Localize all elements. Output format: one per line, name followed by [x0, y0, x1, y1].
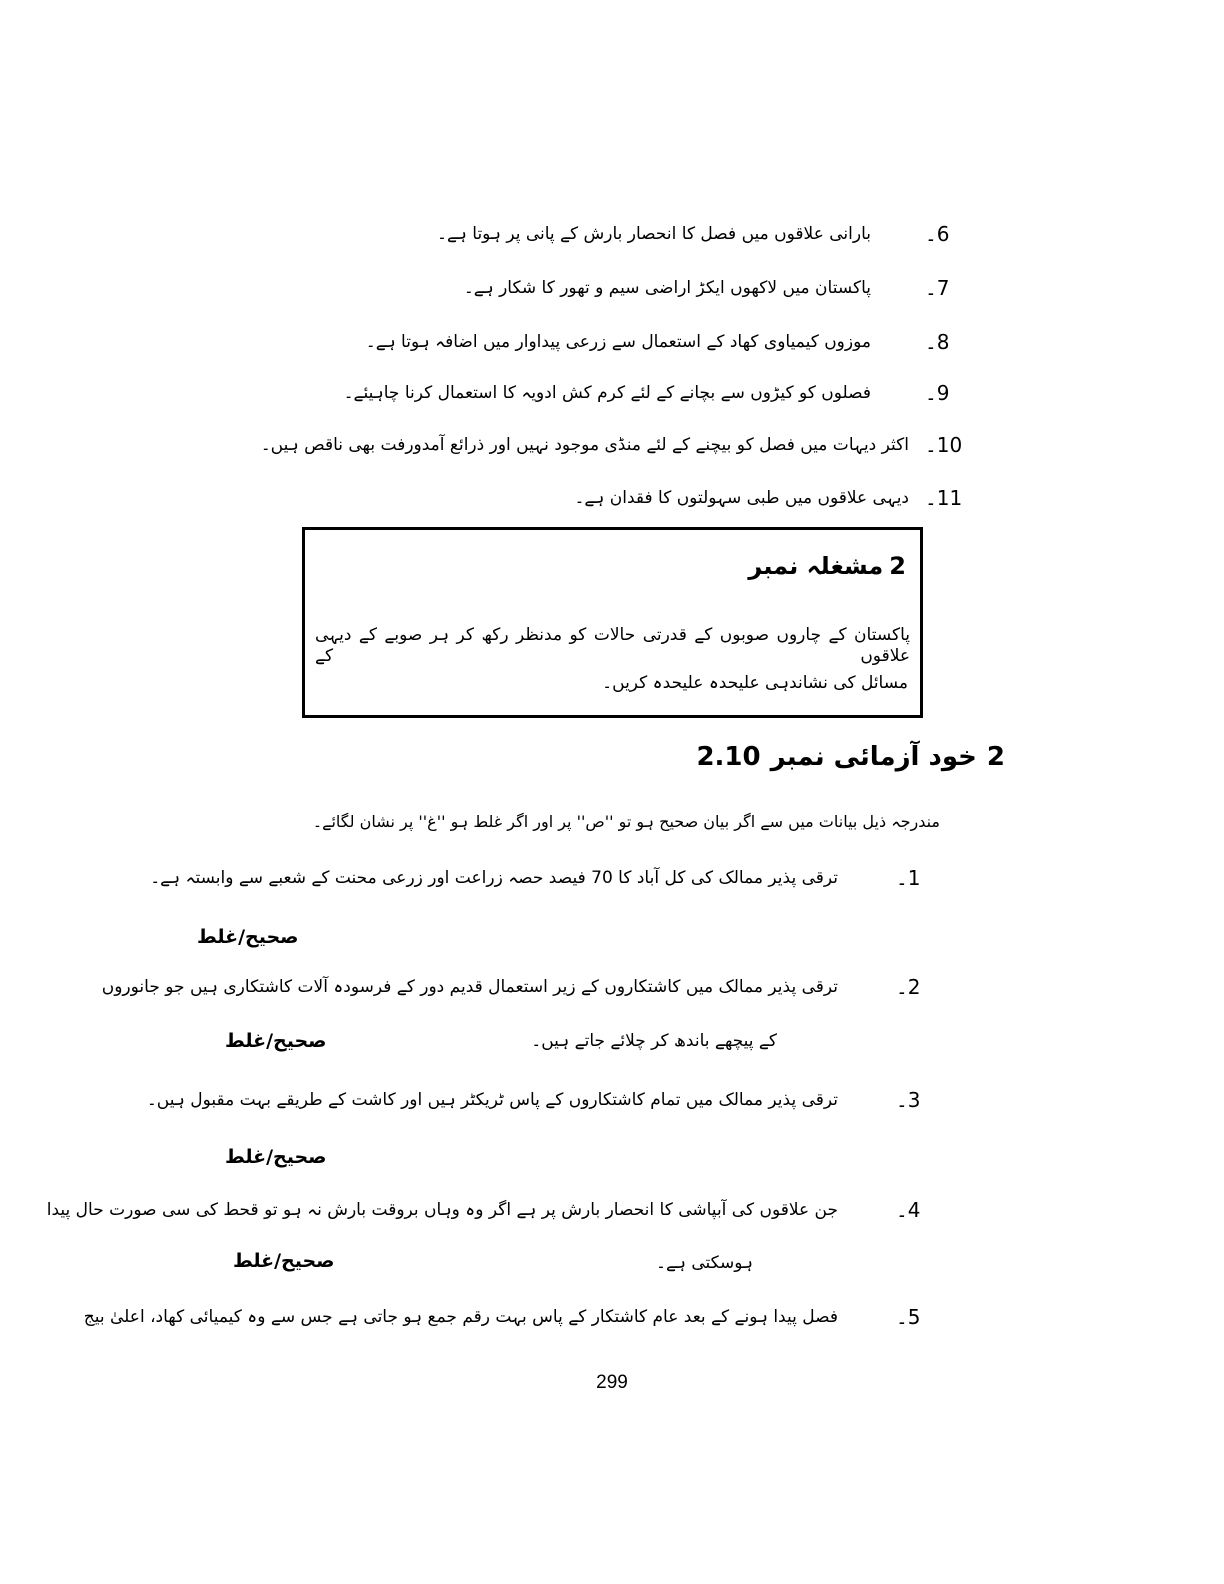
activity-box-line1: پاکستان کے چاروں صوبوں کے قدرتی حالات کو مدنظر رکھ کر ہر صوبے کے دیہی علاقوں کے [315, 625, 910, 666]
answer-choice-4: صحیح/غلط [233, 1250, 335, 1272]
section-number: 2.10 [696, 742, 761, 772]
question-text: ترقی پذیر ممالک میں کاشتکاروں کے زیر استعمال قدیم دور کے فرسودہ آلات کاشتکاری ہیں جو جانوروں [101, 977, 838, 997]
answer-choice-2: صحیح/غلط [225, 1030, 327, 1052]
activity-box-title-number: 2 [889, 552, 906, 580]
section-title: خود آزمائی نمبر [770, 742, 977, 772]
answer-choice-3: صحیح/غلط [225, 1146, 327, 1168]
list-item-text: فصلوں کو کیڑوں سے بچانے کے لئے کرم کش ادویہ کا استعمال کرنا چاہیئے۔ [343, 383, 871, 403]
section-title-number: 2 [986, 742, 1005, 772]
question-4 [47, 1198, 932, 1223]
activity-box-title [748, 552, 906, 580]
question-text: ترقی پذیر ممالک کی کل آباد کا 70 فیصد حصہ زراعت اور زرعی محنت کے شعبے سے وابستہ ہے۔ [150, 868, 838, 888]
list-item-text: دیہی علاقوں میں طبی سہولتوں کا فقدان ہے۔ [574, 488, 909, 508]
instruction-text: مندرجہ ذیل بیانات میں سے اگر بیان صحیح ہو تو ''ص'' پر اور اگر غلط ہو ''غ'' پر نشان لگائے۔ [312, 812, 940, 831]
question-5 [84, 1305, 932, 1330]
question-2 [102, 975, 932, 1000]
list-item-number: 9۔ [925, 381, 950, 405]
question-number: 5۔ [896, 1305, 921, 1329]
section-heading [696, 742, 1005, 772]
activity-box [302, 527, 923, 718]
question-2-continuation: کے پیچھے باندھ کر چلائے جاتے ہیں۔ [531, 1031, 777, 1051]
list-item-number: 6۔ [925, 222, 950, 246]
question-text: فصل پیدا ہونے کے بعد عام کاشتکار کے پاس بہت رقم جمع ہو جاتی ہے جس سے وہ کیمیائی کھاد، اعلیٰ بیج [83, 1307, 838, 1327]
activity-box-title-text: مشغلہ نمبر [748, 552, 884, 580]
question-4-continuation: ہوسکتی ہے۔ [656, 1253, 753, 1273]
list-item-7 [464, 276, 965, 301]
list-item-9 [344, 381, 965, 406]
list-item-11 [574, 486, 965, 511]
question-1 [150, 866, 932, 891]
question-number: 3۔ [896, 1088, 921, 1112]
list-item-number: 8۔ [925, 330, 950, 354]
question-number: 2۔ [896, 975, 921, 999]
list-item-number: 11۔ [925, 486, 963, 510]
list-item-10 [261, 433, 965, 458]
list-item-8 [366, 330, 965, 355]
question-text: ترقی پذیر ممالک میں تمام کاشتکاروں کے پاس ٹریکٹر ہیں اور کاشت کے طریقے بہت مقبول ہیں۔ [146, 1090, 838, 1110]
list-item-text: موزوں کیمیاوی کھاد کے استعمال سے زرعی پیداوار میں اضافہ ہوتا ہے۔ [365, 332, 871, 352]
activity-box-line2: مسائل کی نشاندہی علیحدہ علیحدہ کریں۔ [602, 673, 908, 693]
list-item-number: 10۔ [925, 433, 963, 457]
page-number: 299 [596, 1372, 628, 1393]
question-number: 1۔ [896, 866, 921, 890]
answer-choice-1: صحیح/غلط [197, 926, 299, 948]
question-number: 4۔ [896, 1198, 921, 1222]
list-item-6 [437, 222, 965, 247]
list-item-number: 7۔ [925, 276, 950, 300]
list-item-text: پاکستان میں لاکھوں ایکڑ اراضی سیم و تھور کا شکار ہے۔ [463, 278, 871, 298]
list-item-text: بارانی علاقوں میں فصل کا انحصار بارش کے پانی پر ہوتا ہے۔ [436, 224, 871, 244]
list-item-text: اکثر دیہات میں فصل کو بیچنے کے لئے منڈی موجود نہیں اور ذرائع آمدورفت بھی ناقص ہیں۔ [260, 435, 909, 455]
question-text: جن علاقوں کی آبپاشی کا انحصار بارش پر ہے اگر وہ وہاں بروقت بارش نہ ہو تو قحط کی سی صورت حال پیدا [46, 1200, 838, 1220]
question-3 [147, 1088, 932, 1113]
